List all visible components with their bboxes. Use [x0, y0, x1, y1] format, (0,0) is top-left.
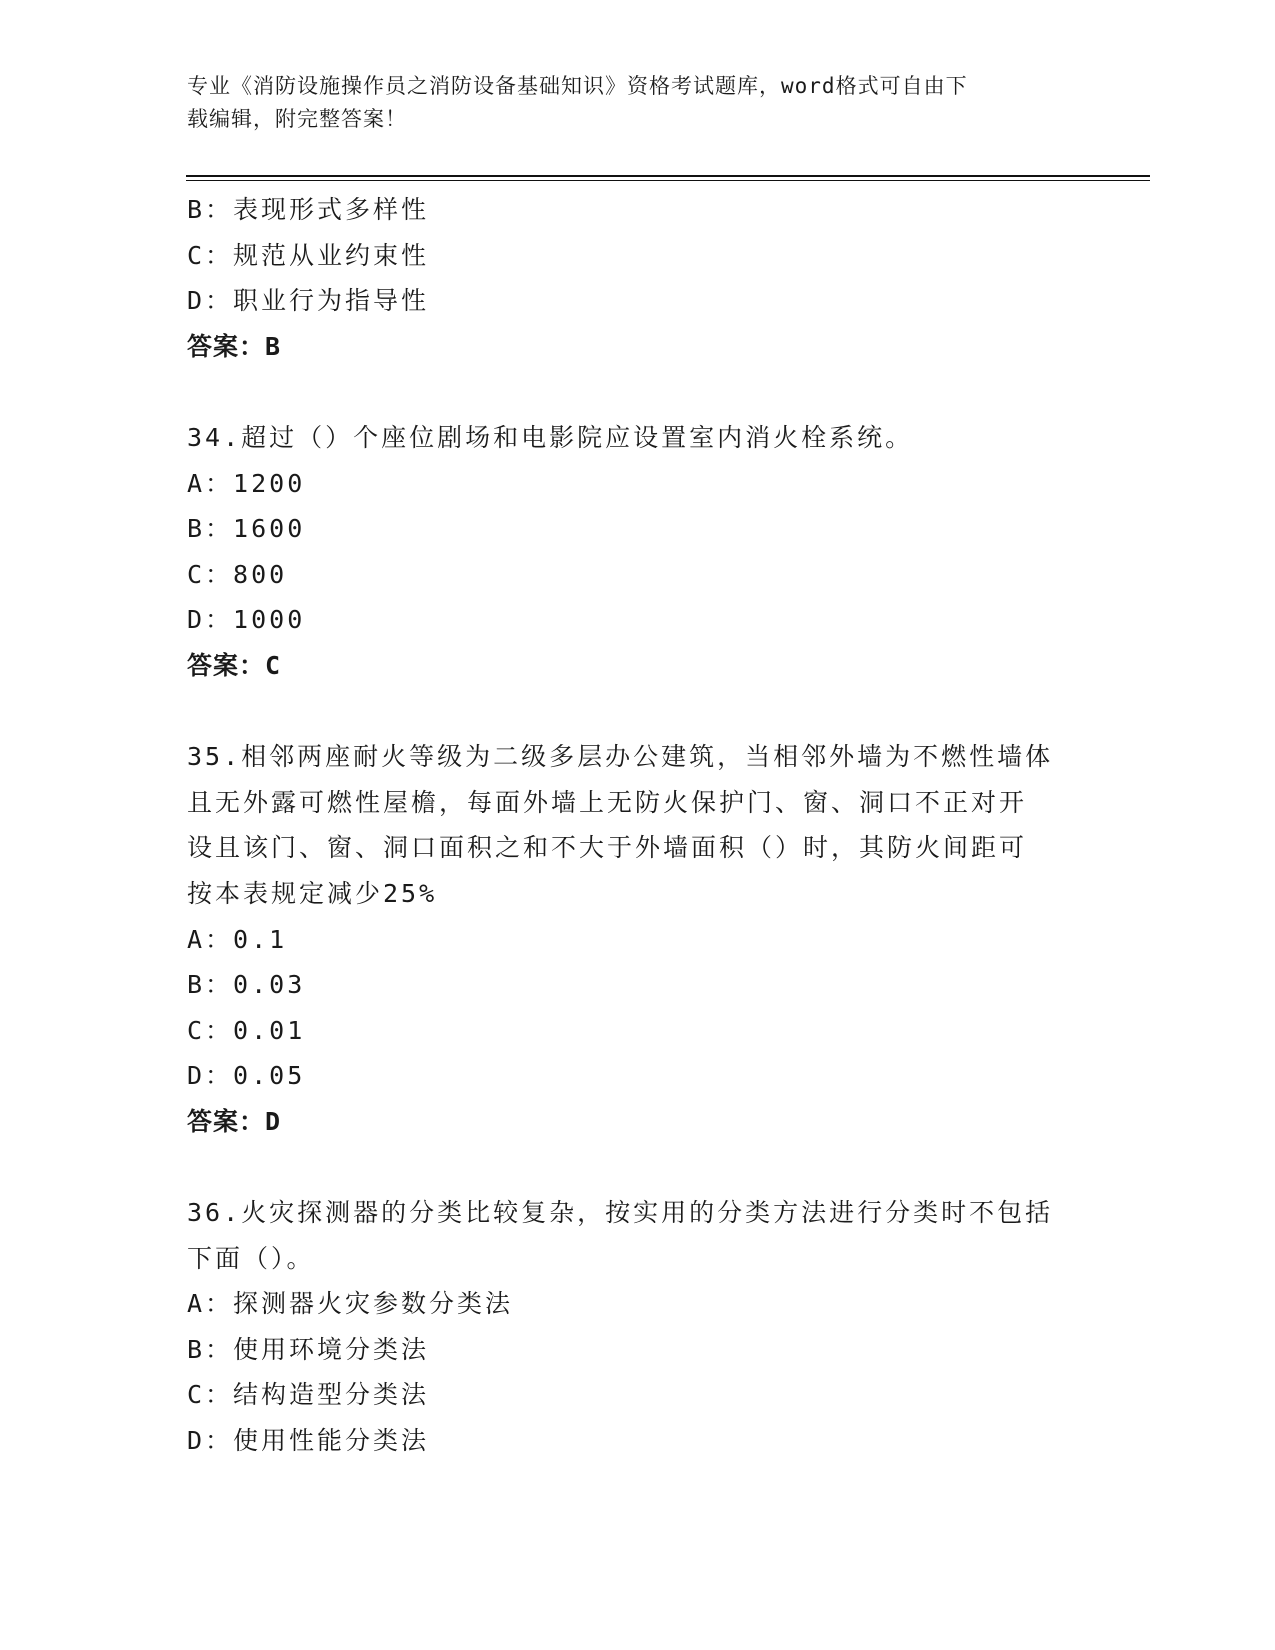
question-35 [187, 734, 1087, 1144]
answer: 答案：C [187, 650, 282, 680]
option-d: D：0.05 [187, 1061, 306, 1091]
question-list [187, 187, 1087, 1464]
spacer [187, 689, 1087, 735]
question-stem-line: 下面（）。 [187, 1243, 315, 1273]
option-c: C：规范从业约束性 [187, 240, 430, 270]
option-b: B：表现形式多样性 [187, 195, 430, 224]
option-d: D：职业行为指导性 [187, 286, 430, 316]
option-b: B：使用环境分类法 [187, 1334, 430, 1364]
question-stem-line: 且无外露可燃性屋檐，每面外墙上无防火保护门、窗、洞口不正对开 [187, 787, 1028, 817]
answer: 答案：B [187, 331, 282, 361]
option-a: A：探测器火灾参数分类法 [187, 1289, 514, 1319]
answer: 答案：D [187, 1106, 282, 1136]
question-stem-line: 设且该门、窗、洞口面积之和不大于外墙面积（）时，其防火间距可 [187, 833, 1028, 863]
option-a: A：0.1 [187, 924, 288, 954]
header-line-1: 专业《消防设施操作员之消防设备基础知识》资格考试题库，word格式可自由下 [187, 74, 968, 98]
option-c: C：结构造型分类法 [187, 1380, 430, 1410]
option-b: B：0.03 [187, 970, 306, 1000]
question-36 [187, 1190, 1087, 1464]
option-a: A：1200 [187, 468, 306, 498]
option-d: D：使用性能分类法 [187, 1426, 430, 1456]
option-c: C：0.01 [187, 1015, 306, 1045]
option-d: D：1000 [187, 605, 306, 635]
question-stem: 34.超过（）个座位剧场和电影院应设置室内消火栓系统。 [187, 422, 914, 452]
spacer [187, 1144, 1087, 1190]
option-c: C：800 [187, 559, 288, 589]
option-b: B：1600 [187, 514, 306, 544]
question-33 [187, 187, 1087, 369]
header-divider-thin [186, 180, 1150, 181]
header-divider-thick [186, 175, 1150, 177]
header-line-2: 载编辑，附完整答案！ [187, 107, 407, 131]
question-34 [187, 415, 1087, 689]
question-stem-line: 35.相邻两座耐火等级为二级多层办公建筑，当相邻外墙为不燃性墙体 [187, 742, 1054, 772]
spacer [187, 369, 1087, 415]
document-header [187, 70, 1087, 136]
question-stem-line: 36.火灾探测器的分类比较复杂，按实用的分类方法进行分类时不包括 [187, 1198, 1054, 1228]
question-stem-line: 按本表规定减少25% [187, 878, 438, 908]
